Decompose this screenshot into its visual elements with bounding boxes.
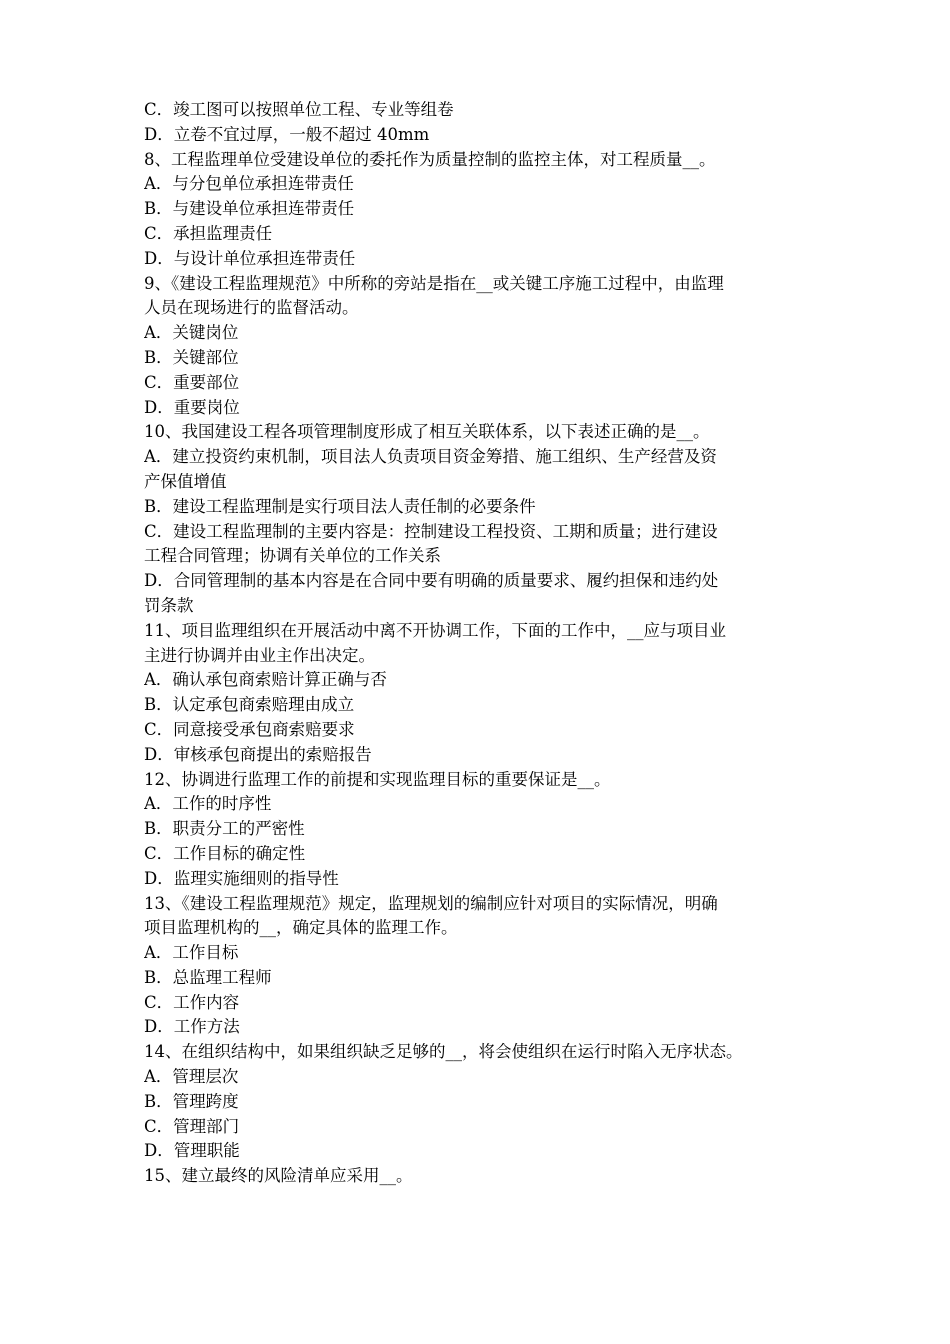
text-line: A．管理层次 bbox=[144, 1067, 239, 1087]
text-line: D．合同管理制的基本内容是在合同中要有明确的质量要求、履约担保和违约处 bbox=[144, 571, 719, 591]
text-line: 项目监理机构的__，确定具体的监理工作。 bbox=[144, 918, 458, 938]
text-line: B．与建设单位承担连带责任 bbox=[144, 199, 355, 219]
text-line: D．重要岗位 bbox=[144, 397, 240, 417]
text-line: A．关键岗位 bbox=[144, 323, 239, 343]
text-line: A．工作目标 bbox=[144, 943, 239, 963]
text-line: 15、建立最终的风险清单应采用__。 bbox=[144, 1166, 413, 1186]
text-line: 12、协调进行监理工作的前提和实现监理目标的重要保证是__。 bbox=[144, 769, 611, 789]
text-line: 11、项目监理组织在开展活动中离不开协调工作，下面的工作中，__应与项目业 bbox=[144, 620, 726, 640]
text-line: C．竣工图可以按照单位工程、专业等组卷 bbox=[144, 100, 454, 119]
text-line: D．工作方法 bbox=[144, 1017, 240, 1037]
page-content bbox=[144, 98, 810, 1189]
text-line: 主进行协调并由业主作出决定。 bbox=[144, 645, 375, 665]
text-line: A．与分包单位承担连带责任 bbox=[144, 174, 354, 194]
text-line: C．工作内容 bbox=[144, 992, 240, 1012]
text-line: B．职责分工的严密性 bbox=[144, 819, 305, 839]
text-line: C．建设工程监理制的主要内容是：控制建设工程投资、工期和质量；进行建设 bbox=[144, 521, 718, 541]
text-line: 人员在现场进行的监督活动。 bbox=[144, 298, 359, 318]
text-line: A．确认承包商索赔计算正确与否 bbox=[144, 670, 387, 690]
text-line: 14、在组织结构中，如果组织缺乏足够的__，将会使组织在运行时陷入无序状态。 bbox=[144, 1042, 743, 1062]
text-line: 8、工程监理单位受建设单位的委托作为质量控制的监控主体，对工程质量__。 bbox=[144, 149, 716, 169]
text-line: C．承担监理责任 bbox=[144, 223, 273, 243]
text-line: 工程合同管理；协调有关单位的工作关系 bbox=[144, 546, 441, 566]
text-line: A．建立投资约束机制，项目法人负责项目资金筹措、施工组织、生产经营及资 bbox=[144, 447, 717, 467]
text-line: C．工作目标的确定性 bbox=[144, 843, 306, 863]
text-line: 9、《建设工程监理规范》中所称的旁站是指在__或关键工序施工过程中，由监理 bbox=[144, 273, 724, 293]
text-line: D．审核承包商提出的索赔报告 bbox=[144, 744, 372, 764]
text-line: B．认定承包商索赔理由成立 bbox=[144, 695, 355, 715]
text-line: 产保值增值 bbox=[144, 471, 227, 491]
text-line: A．工作的时序性 bbox=[144, 794, 272, 814]
text-line: C．同意接受承包商索赔要求 bbox=[144, 719, 355, 739]
text-line: B．关键部位 bbox=[144, 347, 239, 367]
text-line: D．与设计单位承担连带责任 bbox=[144, 248, 356, 268]
text-line: 罚条款 bbox=[144, 595, 194, 615]
text-line: D．监理实施细则的指导性 bbox=[144, 868, 339, 888]
text-line: B．建设工程监理制是实行项目法人责任制的必要条件 bbox=[144, 496, 536, 516]
text-line: D．立卷不宜过厚，一般不超过 40mm bbox=[144, 124, 430, 144]
text-line: 10、我国建设工程各项管理制度形成了相互关联体系，以下表述正确的是__。 bbox=[144, 422, 710, 442]
text-line: C．管理部门 bbox=[144, 1116, 240, 1136]
text-line: B．管理跨度 bbox=[144, 1091, 239, 1111]
text-line: B．总监理工程师 bbox=[144, 967, 272, 987]
text-line: D．管理职能 bbox=[144, 1141, 240, 1161]
text-line: 13、《建设工程监理规范》规定，监理规划的编制应针对项目的实际情况，明确 bbox=[144, 893, 718, 913]
text-line: C．重要部位 bbox=[144, 372, 240, 392]
